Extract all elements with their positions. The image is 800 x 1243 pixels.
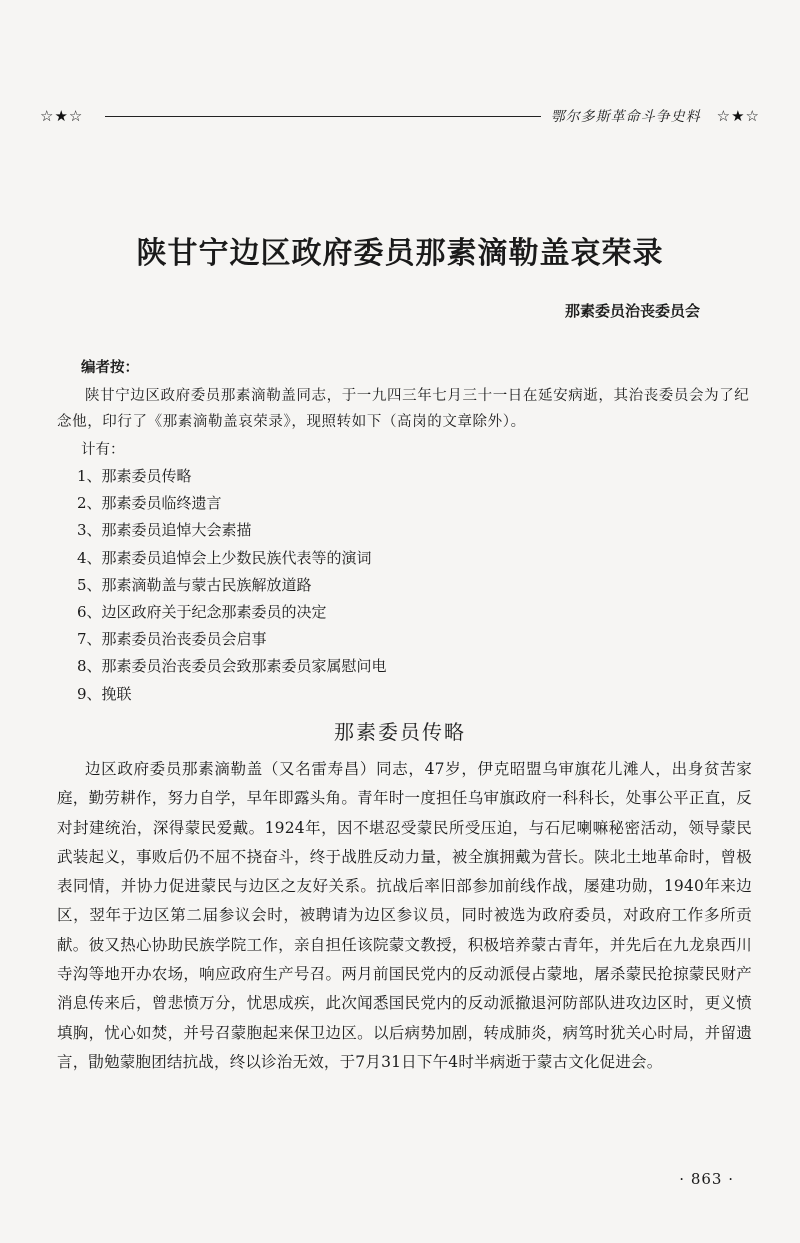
toc-item: 9、挽联 bbox=[77, 684, 132, 703]
running-header-title: 鄂尔多斯革命斗争史料 bbox=[550, 109, 701, 125]
section-body: 边区政府委员那素滴勒盖（又名雷寿昌）同志，47岁，伊克昭盟乌审旗花儿滩人，出身贫苦家庭，勤劳耕作，努力自学，早年即露头角。青年时一度担任乌审旗政府一科科长，处事公平正直，反对封建统治，深得蒙民爱戴。1924年，因不堪忍受蒙民所受压迫，与石尼喇嘛秘密活动，领导蒙民武装起义，事败后仍不屈不挠奋斗，终于战胜反动力量，被全旗拥戴为营长。陕北土地革命时，曾极表同情，并协力促进蒙民与边区之友好关系。抗战后率旧部参加前线作战，屡建功勋，1940年来边区，翌年于边区第二届参议会时，被聘请为边区参议员，同时被选为政府委员，对政府工作多所贡献。彼又热心协助民族学院工作，亲自担任该院蒙文教授，积极培养蒙古青年，并先后在九龙泉西川寺沟等地开办农场，响应政府生产号召。两月前国民党内的反动派侵占蒙地，屠杀蒙民抢掠蒙民财产消息传来后，曾悲愤万分，忧思成疾，此次闻悉国民党内的反动派撤退河防部队进攻边区时，更义愤填胸，忧心如焚，并号召蒙胞起来保卫边区。以后病势加剧，转成肺炎，病笃时犹关心时局，并留遗言，勖勉蒙胞团结抗战，终以诊治无效，于7月31日下午4时半病逝于蒙古文化促进会。 bbox=[57, 760, 752, 1071]
toc-item: 4、那素委员追悼会上少数民族代表等的演词 bbox=[77, 548, 372, 567]
article-byline: 那素委员治丧委员会 bbox=[564, 302, 700, 320]
editor-note-label: 编者按： bbox=[81, 360, 139, 376]
editor-note bbox=[57, 355, 750, 708]
toc-item: 1、那素委员传略 bbox=[77, 467, 192, 485]
toc-item: 5、那素滴勒盖与蒙古民族解放道路 bbox=[77, 575, 312, 594]
toc-list bbox=[77, 463, 750, 708]
toc-label: 计有： bbox=[81, 441, 125, 458]
stars-left-icon: ☆★☆ bbox=[40, 107, 84, 125]
toc-item: 3、那素委员追悼大会素描 bbox=[77, 521, 252, 540]
toc-item: 2、那素委员临终遗言 bbox=[77, 494, 222, 513]
header-rule bbox=[105, 116, 540, 117]
toc-item: 7、那素委员治丧委员会启事 bbox=[77, 630, 267, 649]
stars-right-icon: ☆★☆ bbox=[716, 107, 760, 125]
running-header bbox=[40, 104, 760, 128]
editor-note-text: 陕甘宁边区政府委员那素滴勒盖同志，于一九四三年七月三十一日在延安病逝，其治丧委员会为了纪念他，印行了《那素滴勒盖哀荣录》，现照转如下（高岗的文章除外）。 bbox=[57, 387, 750, 430]
toc-item: 8、那素委员治丧委员会致那素委员家属慰问电 bbox=[77, 657, 387, 676]
article-title: 陕甘宁边区政府委员那素滴勒盖哀荣录 bbox=[136, 236, 664, 271]
toc-item: 6、边区政府关于纪念那素委员的决定 bbox=[77, 603, 327, 622]
section-title: 那素委员传略 bbox=[334, 720, 466, 744]
page-number: · 863 · bbox=[679, 1170, 734, 1188]
